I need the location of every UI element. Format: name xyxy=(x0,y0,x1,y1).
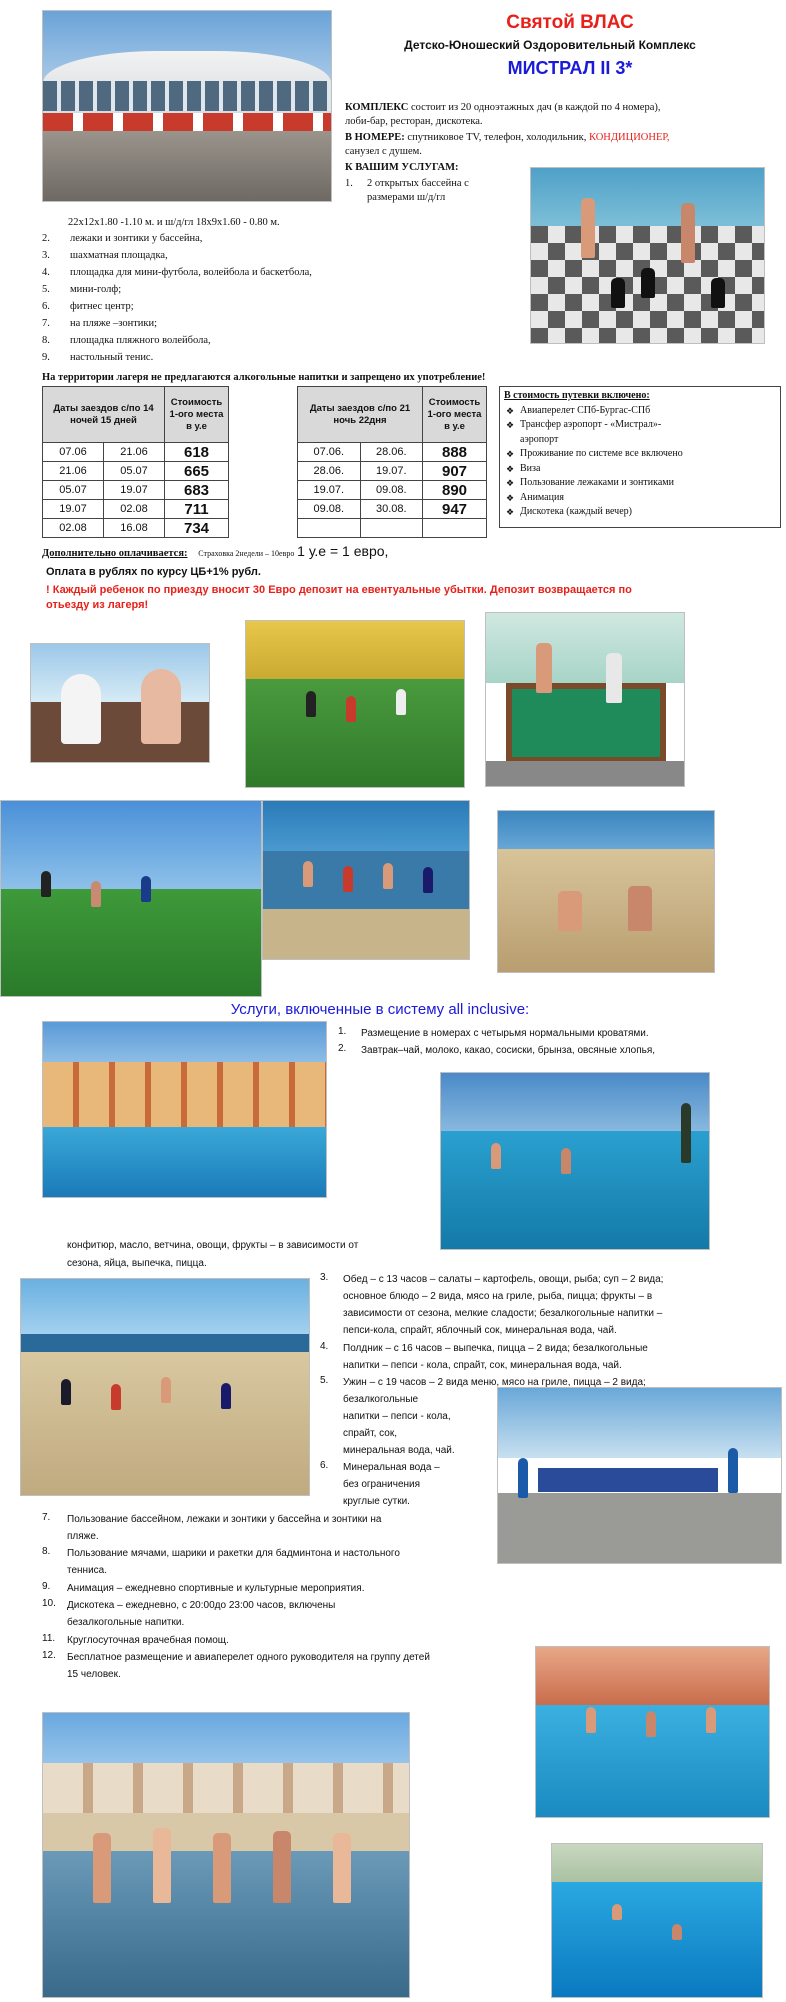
service-number: 6. xyxy=(42,301,50,312)
deposit-note: ! Каждый ребенок по приезду вносит 30 Евро депозит на евентуальные убытки. Депозит возвращается по xyxy=(46,584,632,596)
included-item: аэропорт xyxy=(520,433,559,445)
ai-item-6: Минеральная вода – xyxy=(343,1462,440,1473)
list-number: 3. xyxy=(320,1272,329,1283)
ai-item-2c: сезона, яйца, выпечка, пицца. xyxy=(67,1258,207,1269)
ai-item-2: Завтрак–чай, молоко, какао, сосиски, брынза, овсяные хлопья, xyxy=(361,1045,656,1056)
table-row xyxy=(298,500,487,519)
service-number: 5. xyxy=(42,284,50,295)
date-from: 02.08 xyxy=(43,519,104,538)
room-text: спутниковое TV, телефон, холодильник, xyxy=(407,132,587,143)
pool-sizes: 22х12х1.80 -1.10 м. и ш/д/гл 18х9х1.60 - 0.80 м. xyxy=(68,217,280,228)
pool-item-line-a: 2 открытых бассейна с xyxy=(367,178,469,189)
ai-item-4b: напитки – пепси - кола, спрайт, сок, минеральная вода, чай. xyxy=(343,1360,622,1371)
list-number: 1. xyxy=(338,1026,347,1037)
service-item: площадка для мини-футбола, волейбола и баскетбола, xyxy=(70,267,312,278)
beach-dance-photo xyxy=(20,1278,310,1496)
included-heading: В стоимость путевки включено: xyxy=(504,390,650,401)
list-number: 11. xyxy=(42,1633,56,1644)
included-item: ❖ Виза xyxy=(504,462,776,477)
dates-header: Даты заездов с/по 21 ночь 22дня xyxy=(298,387,423,443)
service-item: лежаки и зонтики у бассейна, xyxy=(70,233,203,244)
price-cell: 890 xyxy=(423,481,487,500)
price-cell: 947 xyxy=(423,500,487,519)
service-number: 4. xyxy=(42,267,50,278)
hotel-building-photo xyxy=(42,10,332,202)
ai-item-5e: минеральная вода, чай. xyxy=(343,1445,455,1456)
list-number: 5. xyxy=(320,1375,329,1386)
table-row xyxy=(43,500,229,519)
service-number: 3. xyxy=(42,250,50,261)
table-row xyxy=(43,443,229,462)
date-to: 19.07 xyxy=(104,481,165,500)
complex-text-2: лоби-бар, ресторан, дискотека. xyxy=(345,116,483,127)
pool-hotel-photo xyxy=(42,1021,327,1198)
included-item: ❖ Авиаперелет СПб-Бургас-СПб xyxy=(504,404,776,419)
service-item: мини-голф; xyxy=(70,284,122,295)
ai-item-3d: пепси-кола, спрайт, яблочный сок, минеральная вода, чай. xyxy=(343,1325,617,1336)
ai-item-3b: основное блюдо – 2 вида, мясо на гриле, рыба, пицца; фрукты – в xyxy=(343,1291,653,1302)
ai-item-6c: круглые сутки. xyxy=(343,1496,410,1507)
dates-header: Даты заездов с/по 14 ночей 15 дней xyxy=(43,387,165,443)
table-row xyxy=(298,519,487,538)
date-from: 28.06. xyxy=(298,462,361,481)
ai-item-9: Анимация – ежедневно спортивные и культурные мероприятия. xyxy=(67,1583,365,1594)
payment-note: Оплата в рублях по курсу ЦБ+1% рубл. xyxy=(46,566,261,578)
pool-dance-photo xyxy=(535,1646,770,1818)
service-item: площадка пляжного волейбола, xyxy=(70,335,211,346)
date-from: 05.07 xyxy=(43,481,104,500)
price-header: Стоимость 1-ого места в у.е xyxy=(165,387,229,443)
ai-item-11: Круглосуточная врачебная помощ. xyxy=(67,1635,229,1646)
room-text-2: санузел с душем. xyxy=(345,146,422,157)
service-number: 7. xyxy=(42,318,50,329)
date-to: 28.06. xyxy=(360,443,423,462)
table-row xyxy=(298,481,487,500)
ai-item-3c: зависимости от сезона, мелкие сладости; безалкогольные напитки – xyxy=(343,1308,663,1319)
date-from xyxy=(298,519,361,538)
price-cell: 618 xyxy=(165,443,229,462)
price-table-14-nights xyxy=(42,386,229,538)
date-to: 30.08. xyxy=(360,500,423,519)
list-number: 9. xyxy=(42,1581,51,1592)
table-row xyxy=(43,481,229,500)
included-item: ❖ Анимация xyxy=(504,491,776,506)
date-from: 19.07 xyxy=(43,500,104,519)
extra-label: Дополнительно оплачивается: xyxy=(42,548,188,559)
service-number: 2. xyxy=(42,233,50,244)
ai-item-2b: конфитюр, масло, ветчина, овощи, фрукты – в зависимости от xyxy=(67,1240,359,1251)
list-number: 6. xyxy=(320,1460,329,1471)
date-from: 09.08. xyxy=(298,500,361,519)
ai-item-8: Пользование мячами, шарики и ракетки для бадминтона и настольного xyxy=(67,1548,400,1559)
alcohol-note: На территории лагеря не предлагаются алкогольные напитки и запрещено их употребление! xyxy=(42,372,486,383)
ai-item-7b: пляже. xyxy=(67,1531,99,1542)
insurance-note: Страховка 2недели – 10евро xyxy=(198,549,295,558)
billiards-photo xyxy=(485,612,685,787)
ai-item-7: Пользование бассейном, лежаки и зонтики у бассейна и зонтики на xyxy=(67,1514,382,1525)
price-cell: 683 xyxy=(165,481,229,500)
mini-football-photo xyxy=(245,620,465,788)
included-item: ❖ Дискотека (каждый вечер) xyxy=(504,505,776,520)
list-number: 10. xyxy=(42,1598,56,1609)
price-cell: 734 xyxy=(165,519,229,538)
list-number: 4. xyxy=(320,1341,329,1352)
date-to: 05.07 xyxy=(104,462,165,481)
price-cell: 711 xyxy=(165,500,229,519)
ai-item-3: Обед – с 13 часов – салаты – картофель, овощи, рыба; суп – 2 вида; xyxy=(343,1274,664,1285)
ai-item-5d: спрайт, сок, xyxy=(343,1428,397,1439)
service-item: на пляже –зонтики; xyxy=(70,318,158,329)
ai-item-5c: напитки – пепси - кола, xyxy=(343,1411,451,1422)
ai-item-12: Бесплатное размещение и авиаперелет одного руководителя на группу детей xyxy=(67,1652,430,1663)
included-box xyxy=(499,386,781,528)
ai-item-5b: безалкогольные xyxy=(343,1394,419,1405)
ai-item-10: Дискотека – ежедневно, с 20:00до 23:00 часов, включены xyxy=(67,1600,336,1611)
sand-castle-photo xyxy=(497,810,715,973)
included-item: ❖ Пользование лежаками и зонтиками xyxy=(504,476,776,491)
pool-game-photo xyxy=(440,1072,710,1250)
list-number: 8. xyxy=(42,1546,51,1557)
date-to: 16.08 xyxy=(104,519,165,538)
service-item: шахматная площадка, xyxy=(70,250,168,261)
date-from: 07.06. xyxy=(298,443,361,462)
room-label: В НОМЕРЕ: xyxy=(345,132,405,143)
pool-swimming-photo xyxy=(551,1843,763,1998)
complex-text: состоит из 20 одноэтажных дач (в каждой по 4 номера), xyxy=(410,102,661,113)
date-from: 07.06 xyxy=(43,443,104,462)
included-item: ❖ Проживание по системе все включено xyxy=(504,447,776,462)
date-to: 02.08 xyxy=(104,500,165,519)
date-from: 19.07. xyxy=(298,481,361,500)
room-highlight: КОНДИЦИОНЕР, xyxy=(588,132,670,143)
resort-title: Святой ВЛАС xyxy=(506,12,634,33)
sea-games-photo xyxy=(262,800,470,960)
all-inclusive-title: Услуги, включенные в систему all inclusive: xyxy=(230,1001,530,1018)
services-label: К ВАШИМ УСЛУГАМ: xyxy=(345,162,459,173)
ai-item-5: Ужин – с 19 часов – 2 вида меню, мясо на гриле, пицца – 2 вида; xyxy=(343,1377,646,1388)
deposit-note-2: отьезду из лагеря! xyxy=(46,599,149,611)
pool-item-line-b: размерами ш/д/гл xyxy=(367,192,446,203)
ai-item-12b: 15 человек. xyxy=(67,1669,121,1680)
included-item: ❖ Трансфер аэропорт - «Мистрал»- xyxy=(504,418,776,433)
ai-item-4: Полдник – с 16 часов – выпечка, пицца – 2 вида; безалкогольные xyxy=(343,1343,648,1354)
price-table-21-nights xyxy=(297,386,487,538)
complex-name: МИСТРАЛ II 3* xyxy=(507,58,633,78)
table-row xyxy=(43,462,229,481)
date-from: 21.06 xyxy=(43,462,104,481)
giant-chess-photo xyxy=(530,167,765,344)
exchange-rate: 1 у.е = 1 евро, xyxy=(297,543,389,559)
date-to: 09.08. xyxy=(360,481,423,500)
service-number: 9. xyxy=(42,352,50,363)
mini-golf-photo xyxy=(0,800,262,997)
service-item: фитнес центр; xyxy=(70,301,134,312)
list-number: 2. xyxy=(338,1043,347,1054)
ai-item-1: Размещение в номерах с четырьмя нормальными кроватями. xyxy=(361,1028,649,1039)
date-to xyxy=(360,519,423,538)
girls-at-table-photo xyxy=(30,643,210,763)
list-number: 7. xyxy=(42,1512,51,1523)
table-row xyxy=(298,462,487,481)
kids-running-beach-photo xyxy=(42,1712,410,1998)
complex-label: КОМПЛЕКС xyxy=(345,102,409,113)
price-cell: 888 xyxy=(423,443,487,462)
table-row xyxy=(298,443,487,462)
price-cell: 907 xyxy=(423,462,487,481)
service-item: настольный тенис. xyxy=(70,352,154,363)
table-row xyxy=(43,519,229,538)
date-to: 19.07. xyxy=(360,462,423,481)
price-cell: 665 xyxy=(165,462,229,481)
price-header: Стоимость 1-ого места в у.е xyxy=(423,387,487,443)
ai-item-10b: безалкогольные напитки. xyxy=(67,1617,185,1628)
date-to: 21.06 xyxy=(104,443,165,462)
ai-item-8b: тенниса. xyxy=(67,1565,107,1576)
ai-item-6b: без ограничения xyxy=(343,1479,421,1490)
pool-item-number: 1. xyxy=(345,178,353,189)
table-tennis-photo xyxy=(497,1387,782,1564)
complex-subtitle: Детско-Юношеский Оздоровительный Комплекс xyxy=(404,38,696,52)
price-cell xyxy=(423,519,487,538)
service-number: 8. xyxy=(42,335,50,346)
list-number: 12. xyxy=(42,1650,56,1661)
